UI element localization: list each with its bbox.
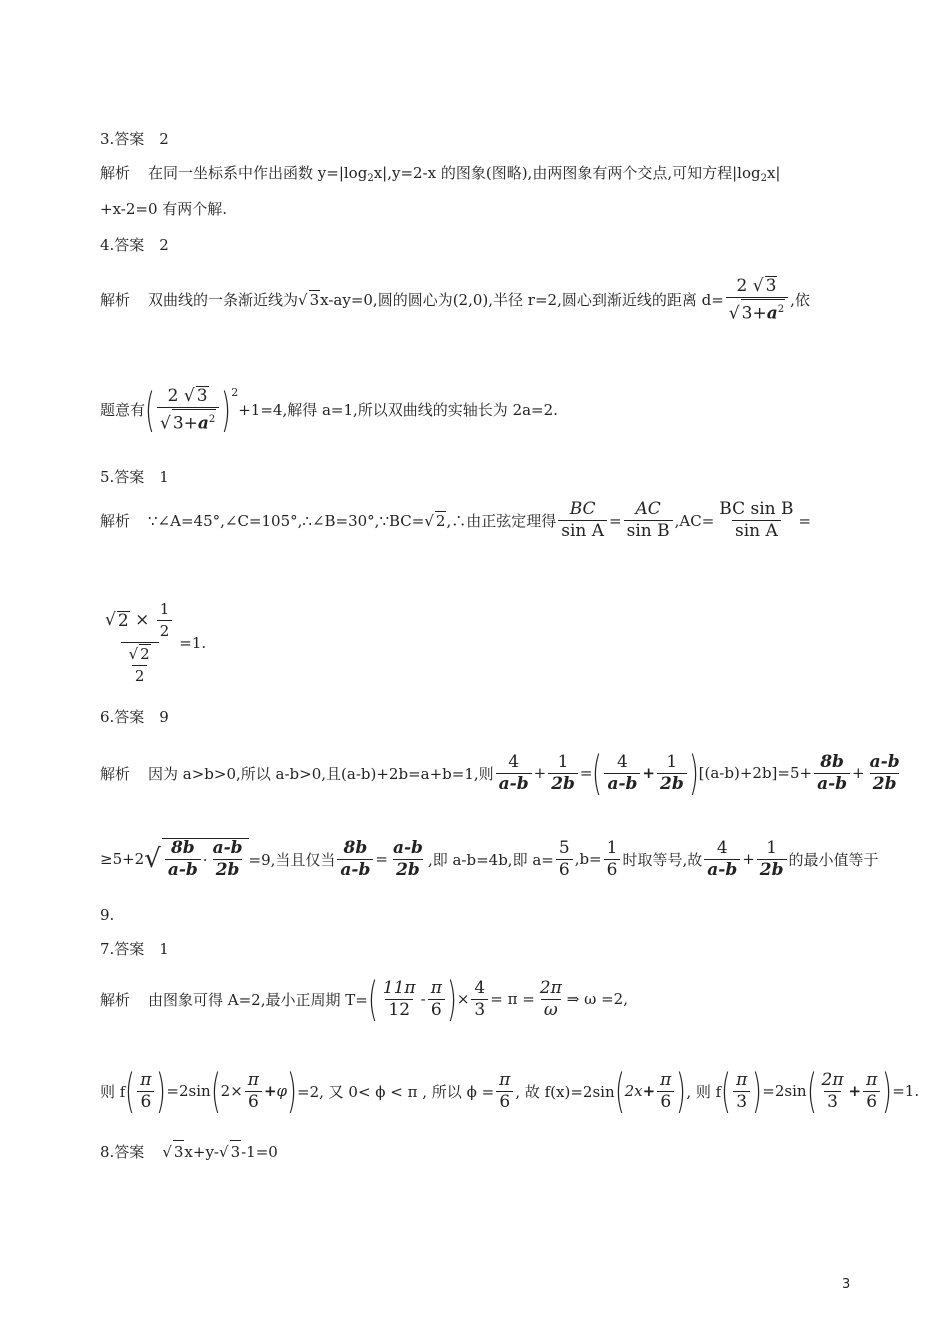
q6-answer: 6.答案 9 (100, 708, 169, 726)
q3-text-b: x|,y=2-x 的图象(图略),由两图象有两个交点,可知方程|log (373, 164, 761, 182)
q3-analysis-line1 (100, 162, 780, 190)
q6-analysis-line1: 解析 因为 a>b>0,所以 a-b>0,且(a-b)+2b=a+b=1,则 $\frac{4}{a-b}$ + $\frac{1}{2b}$ = ( $\frac{4}{a-b}$ + $\frac{1}{2b}$ ) [(a-b)+2b]=5+ $\frac{8b}{a-b}$ + $\frac{a-b}{2b}$ (100, 746, 900, 800)
q6-text7: 时取等号,故 (622, 850, 703, 869)
q6-text4: =9,当且仅当 (248, 850, 336, 869)
sine-fraction-3: $\frac{\text{BC sin B}}{\text{sin A}}$ (719, 499, 794, 541)
q5-analysis-line2 (100, 600, 206, 686)
q4-text2: x-ay=0,圆的圆心为(2,0),半径 r=2,圆心到渐近线的距离 d= (320, 291, 724, 310)
q4-text4: 题意有 (100, 401, 146, 420)
q3-answer: 3.答案 2 (100, 130, 169, 148)
q4-text3: ,依 (790, 291, 810, 310)
subscript: 2 (760, 173, 767, 184)
q5-answer: 5.答案 1 (100, 468, 169, 486)
q4-text5: +1=4,解得 a=1,所以双曲线的实轴长为 2a=2. (238, 401, 558, 420)
q7-text1: 由图象可得 A=2,最小正周期 T= (148, 990, 368, 1009)
q5-end: =1. (179, 634, 207, 652)
analysis-label: 解析 (100, 764, 131, 783)
sine-fraction-2: $\frac{AC}{\text{sin B}}$ (624, 500, 673, 541)
analysis-label: 解析 (100, 164, 131, 182)
exponent: 2 (231, 386, 239, 399)
analysis-label: 解析 (100, 990, 131, 1009)
q8-label: 8.答案 (100, 1143, 145, 1161)
q6-text8: 的最小值等于 (788, 850, 879, 869)
q8-answer: 8.答案 √ 3x+y-√ 3-1=0 (100, 1140, 278, 1163)
analysis-label: 解析 (100, 291, 131, 310)
q3-analysis-line2: +x-2=0 有两个解. (100, 200, 228, 218)
q7-answer: 7.答案 1 (100, 940, 169, 958)
q7-analysis-line1: 解析 由图象可得 A=2,最小正周期 T= ( $\frac{11\pi}{12}$ - $\frac{\pi}{6}$ ) × $\frac{4}{3}$ = π = $\frac{2\pi}{\omega}$ ⇒ ω =2, (100, 972, 628, 1026)
q5-analysis-line1: 解析 ∵∠A=45°,∠C=105°,∴∠B=30°,∵BC= √ 2 ,∴由正弦定理得 $\frac{BC}{\text{sin A}}$ = $\frac{AC}{\text{sin B}}$ ,AC= $\frac{\text{BC sin B}}{\text{sin A}}$ = (100, 499, 812, 541)
distance-fraction: $\frac{2 √ 3}{√ 3+a^2}$ (726, 276, 788, 324)
page-number: 3 (842, 1277, 851, 1292)
q6-analysis-line3: 9. (100, 906, 115, 924)
q4-analysis-line1 (100, 276, 810, 324)
q6-text2: [(a-b)+2b]=5+ (698, 764, 813, 782)
analysis-label: 解析 (100, 512, 131, 530)
q5-text3: ,AC= (674, 511, 715, 530)
q4-text1: 双曲线的一条渐近线为 (148, 291, 299, 310)
sqrt-value: 3 (309, 291, 320, 310)
q6-analysis-line2: ≥5+2 √ $\frac{8b}{a-b}$ · $\frac{a-b}{2b}$ =9,当且仅当 $\frac{8b}{a-b}$ = $\frac{a-b}{2b}$ ,即 a-b=4b,即 a= $\frac{5}{6}$ ,b= $\frac{1}{6}$ 时取等号,故 $\frac{4}{a-b}$ + $\frac{1}{2b}$ 的最小值等于 (100, 837, 879, 880)
sqrt-symbol: √ (298, 290, 308, 309)
q5-text2: ,∴由正弦定理得 (446, 512, 557, 530)
distance-fraction-2: $\frac{2 √ 3}{√ 3+a^2}$ (157, 386, 219, 434)
q6-text5: ,即 a-b=4b,即 a= (427, 850, 554, 869)
result-fraction: √ 2 × $\frac{1}{2}$ $\frac{√ 2}{2}$ (102, 600, 177, 686)
sqrt-value: 2 (435, 512, 446, 530)
subscript: 2 (367, 173, 374, 184)
q6-text1: 因为 a>b>0,所以 a-b>0,且(a-b)+2b=a+b=1,则 (148, 764, 494, 783)
q3-text-c: x| (766, 164, 781, 182)
q3-text-a: 在同一坐标系中作出函数 y=|log (148, 164, 368, 182)
q6-text3: ≥5+2 (100, 850, 145, 868)
q5-text1: ∵∠A=45°,∠C=105°,∴∠B=30°,∵BC= (148, 511, 425, 530)
q7-analysis-line2: 则 f ( $\frac{\pi}{6}$ ) =2sin ( 2 × $\frac{\pi}{6}$ + φ ) =2, 又 0< ϕ < π , 所以 ϕ = $\frac{\pi}{6}$ , 故 f(x)=2sin ( 2x + $\frac{\pi}{6}$ ) , 则 f ( $\frac{\pi}{3}$ ) =2sin ( $\frac{2\pi}{3}$ + $\frac{\pi}{6}$ ) =1. (100, 1064, 920, 1118)
sine-fraction-1: $\frac{BC}{\text{sin A}}$ (558, 500, 607, 541)
q4-answer: 4.答案 2 (100, 236, 169, 254)
q4-analysis-line2: 题意有 ( $\frac{2 √ 3}{√ 3+a^2}$ ) $^2$ +1=4,解得 a=1,所以双曲线的实轴长为 2a=2. (100, 382, 558, 437)
